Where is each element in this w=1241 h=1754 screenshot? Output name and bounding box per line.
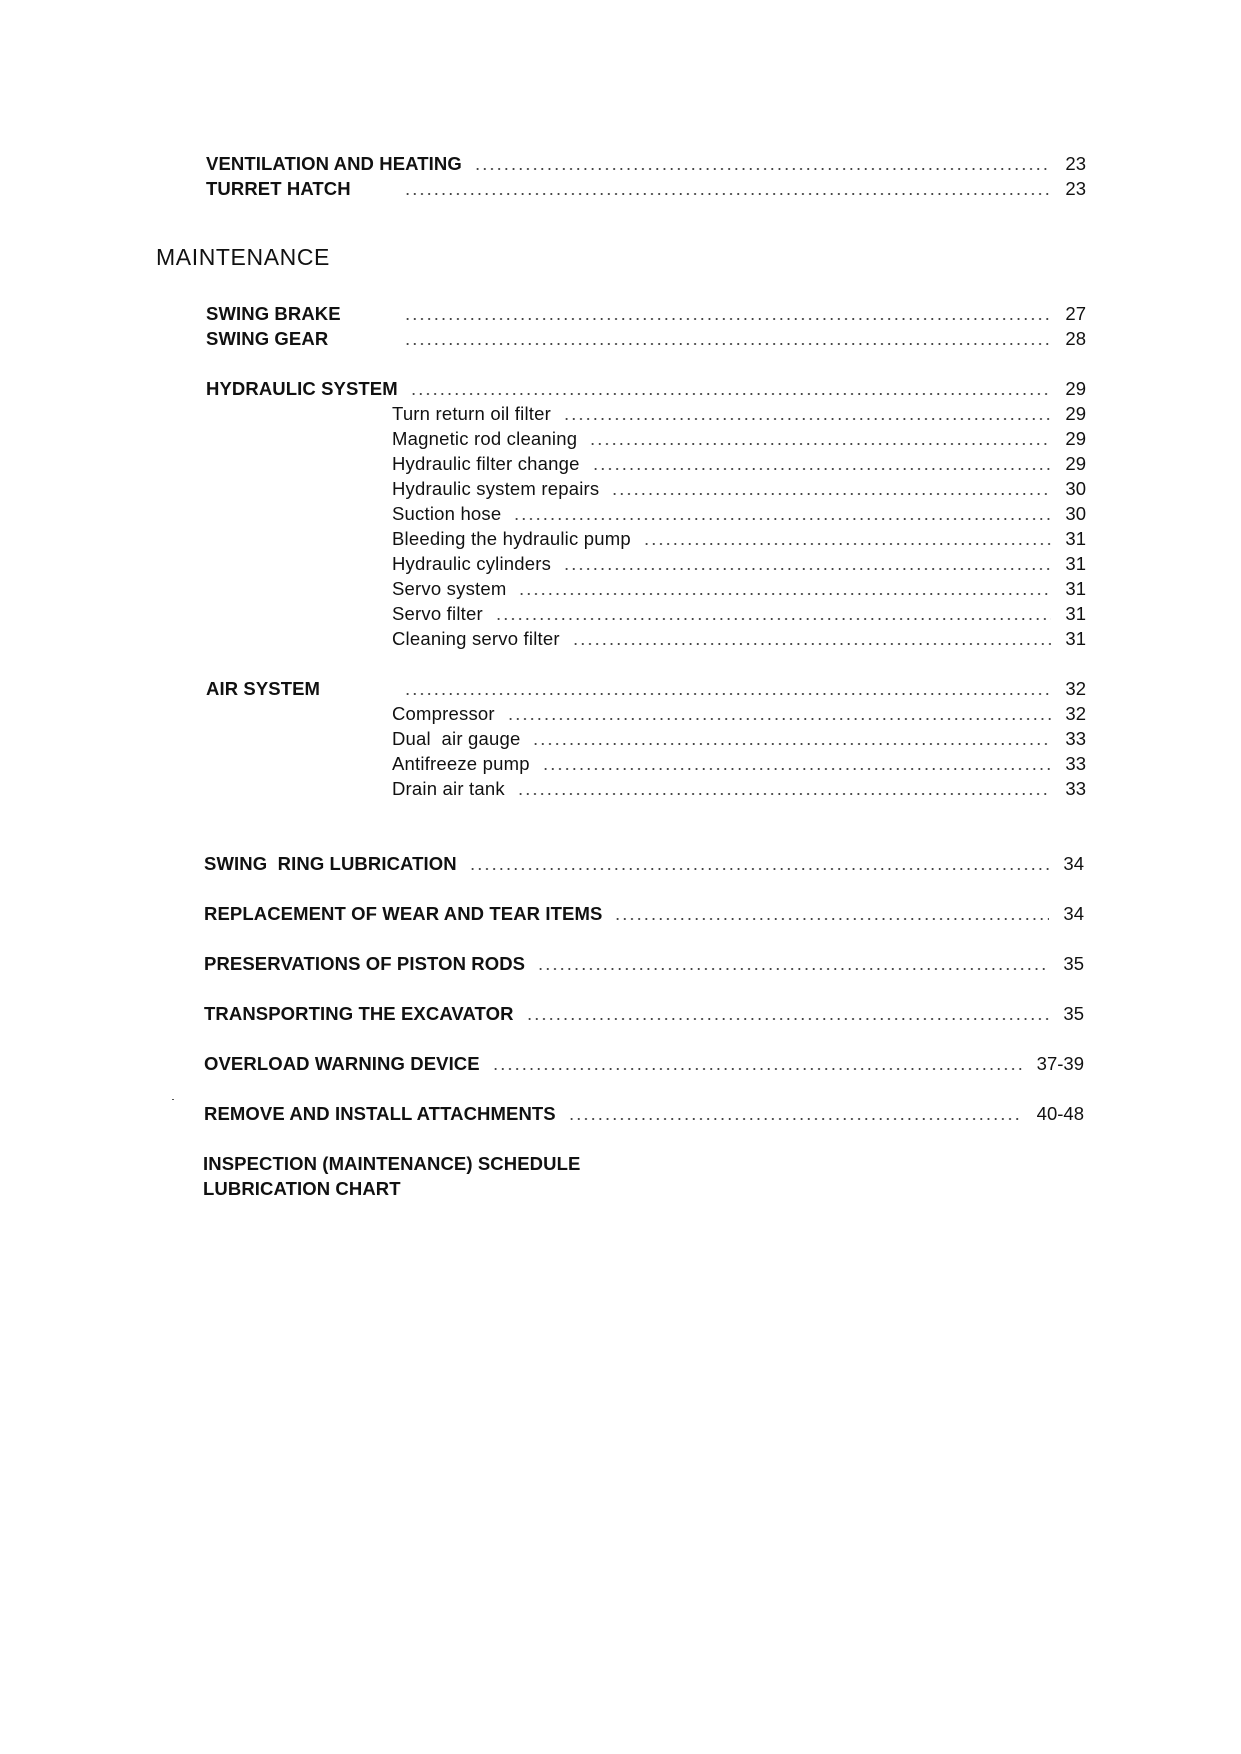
toc-title: AIR SYSTEM — [206, 678, 321, 699]
toc-subentry-compressor[interactable] — [392, 700, 1086, 724]
toc-title: SWING BRAKE — [206, 303, 341, 324]
toc-entry-turret-hatch[interactable] — [206, 175, 1086, 199]
toc-page: 33 — [1065, 778, 1086, 799]
toc-page: 34 — [1063, 903, 1084, 924]
dot-leader — [563, 417, 1051, 421]
toc-page: 30 — [1065, 478, 1086, 499]
toc-subentry-hydraulic-filter-change[interactable] — [392, 450, 1086, 474]
dot-leader — [492, 1067, 1023, 1071]
toc-title: Turn return oil filter — [392, 403, 551, 424]
dot-leader — [507, 717, 1052, 721]
toc-title: REMOVE AND INSTALL ATTACHMENTS — [204, 1103, 556, 1124]
dot-leader — [614, 917, 1049, 921]
dot-leader — [404, 192, 1051, 196]
toc-title: SWING RING LUBRICATION — [204, 853, 457, 874]
dot-leader — [513, 517, 1051, 521]
scan-speck — [172, 1099, 174, 1100]
toc-entry-air-system[interactable] — [206, 675, 1086, 699]
toc-subentry-antifreeze-pump[interactable] — [392, 750, 1086, 774]
dot-leader — [572, 642, 1052, 646]
toc-page: 40-48 — [1036, 1103, 1084, 1124]
toc-page: 31 — [1065, 578, 1086, 599]
dot-leader — [404, 692, 1051, 696]
toc-subentry-hydraulic-system-repairs[interactable] — [392, 475, 1086, 499]
toc-title: SWING GEAR — [206, 328, 329, 349]
toc-subentry-servo-filter[interactable] — [392, 600, 1086, 624]
dot-leader — [643, 542, 1052, 546]
toc-entry-lubrication-chart[interactable] — [203, 1175, 803, 1199]
toc-entry-preservations-piston-rods[interactable] — [204, 950, 1084, 974]
dot-leader — [517, 792, 1052, 796]
toc-page: 23 — [1065, 153, 1086, 174]
toc-page: 31 — [1065, 553, 1086, 574]
toc-title: Dual air gauge — [392, 728, 521, 749]
toc-page: 29 — [1065, 453, 1086, 474]
toc-page: 29 — [1065, 378, 1086, 399]
dot-leader — [404, 317, 1051, 321]
toc-title: Servo filter — [392, 603, 483, 624]
dot-leader — [568, 1117, 1023, 1121]
toc-title: PRESERVATIONS OF PISTON RODS — [204, 953, 526, 974]
dot-leader — [469, 867, 1050, 871]
toc-entry-swing-ring-lubrication[interactable] — [204, 850, 1084, 874]
toc-title: Hydraulic cylinders — [392, 553, 552, 574]
toc-page: 30 — [1065, 503, 1086, 524]
toc-page: 33 — [1065, 728, 1086, 749]
toc-title: TURRET HATCH — [206, 178, 351, 199]
toc-title: Drain air tank — [392, 778, 505, 799]
section-heading-maintenance: MAINTENANCE — [156, 244, 331, 270]
toc-page: 35 — [1063, 953, 1084, 974]
dot-leader — [611, 492, 1051, 496]
toc-page: 27 — [1065, 303, 1086, 324]
toc-title: VENTILATION AND HEATING — [206, 153, 462, 174]
toc-entry-swing-gear[interactable] — [206, 325, 1086, 349]
toc-title: Hydraulic filter change — [392, 453, 580, 474]
toc-entry-replacement-wear-items[interactable] — [204, 900, 1084, 924]
toc-entry-swing-brake[interactable] — [206, 300, 1086, 324]
toc-subentry-magnetic-rod-cleaning[interactable] — [392, 425, 1086, 449]
toc-title: Compressor — [392, 703, 495, 724]
toc-title: LUBRICATION CHART — [203, 1178, 401, 1199]
toc-entry-transporting-excavator[interactable] — [204, 1000, 1084, 1024]
toc-page: 33 — [1065, 753, 1086, 774]
toc-subentry-dual-air-gauge[interactable] — [392, 725, 1086, 749]
toc-entry-ventilation-heating[interactable] — [206, 150, 1086, 174]
toc-page: 28 — [1065, 328, 1086, 349]
toc-subentry-suction-hose[interactable] — [392, 500, 1086, 524]
toc-page: 29 — [1065, 403, 1086, 424]
dot-leader — [474, 167, 1052, 171]
toc-subentry-turn-return-oil-filter[interactable] — [392, 400, 1086, 424]
toc-page: 31 — [1065, 528, 1086, 549]
toc-subentry-drain-air-tank[interactable] — [392, 775, 1086, 799]
toc-title: Cleaning servo filter — [392, 628, 560, 649]
toc-page: 23 — [1065, 178, 1086, 199]
toc-subentry-bleeding-hydraulic-pump[interactable] — [392, 525, 1086, 549]
toc-title: HYDRAULIC SYSTEM — [206, 378, 398, 399]
toc-entry-overload-warning-device[interactable] — [204, 1050, 1084, 1074]
dot-leader — [542, 767, 1052, 771]
dot-leader — [495, 617, 1052, 621]
toc-page: 34 — [1063, 853, 1084, 874]
toc-page: 32 — [1065, 703, 1086, 724]
toc-subentry-servo-system[interactable] — [392, 575, 1086, 599]
toc-title: Antifreeze pump — [392, 753, 530, 774]
toc-subentry-cleaning-servo-filter[interactable] — [392, 625, 1086, 649]
toc-title: Servo system — [392, 578, 507, 599]
toc-title: Magnetic rod cleaning — [392, 428, 578, 449]
dot-leader — [532, 742, 1051, 746]
toc-title: Bleeding the hydraulic pump — [392, 528, 631, 549]
toc-title: INSPECTION (MAINTENANCE) SCHEDULE — [203, 1153, 581, 1174]
toc-title: TRANSPORTING THE EXCAVATOR — [204, 1003, 514, 1024]
toc-page: 31 — [1065, 628, 1086, 649]
toc-page: 31 — [1065, 603, 1086, 624]
toc-page: 32 — [1065, 678, 1086, 699]
toc-entry-hydraulic-system[interactable] — [206, 375, 1086, 399]
dot-leader — [526, 1017, 1050, 1021]
toc-title: REPLACEMENT OF WEAR AND TEAR ITEMS — [204, 903, 603, 924]
toc-page: 29 — [1065, 428, 1086, 449]
dot-leader — [563, 567, 1051, 571]
toc-entry-remove-install-attachments[interactable] — [204, 1100, 1084, 1124]
dot-leader — [518, 592, 1051, 596]
dot-leader — [404, 342, 1051, 346]
toc-title: Suction hose — [392, 503, 502, 524]
toc-entry-inspection-schedule[interactable] — [203, 1150, 803, 1174]
dot-leader — [592, 467, 1052, 471]
dot-leader — [537, 967, 1049, 971]
dot-leader — [589, 442, 1051, 446]
toc-page: 37-39 — [1036, 1053, 1084, 1074]
dot-leader — [410, 392, 1052, 396]
toc-page: 35 — [1063, 1003, 1084, 1024]
toc-subentry-hydraulic-cylinders[interactable] — [392, 550, 1086, 574]
toc-title: OVERLOAD WARNING DEVICE — [204, 1053, 480, 1074]
toc-title: Hydraulic system repairs — [392, 478, 600, 499]
